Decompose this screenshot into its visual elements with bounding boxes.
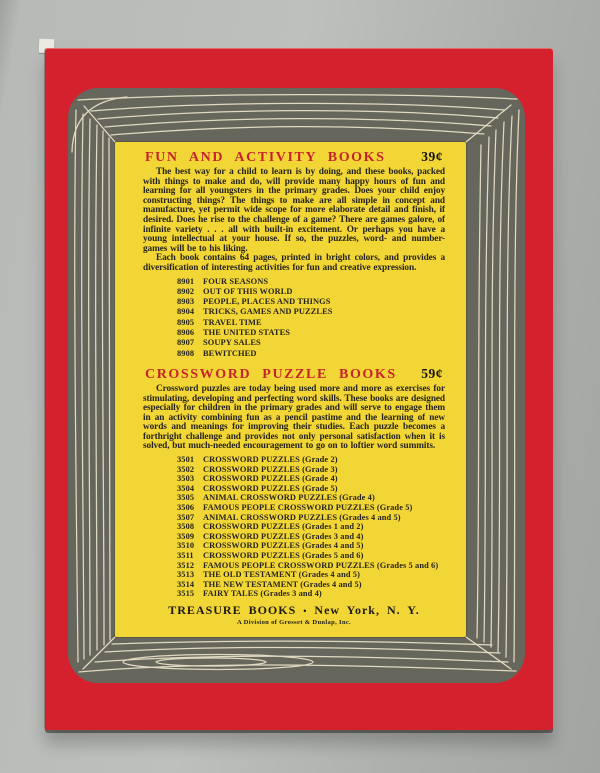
book-code: 8901 [177,276,195,286]
book-code: 3504 [177,483,195,493]
book-title: CROSSWORD PUZZLES (Grades 1 and 2) [203,522,364,532]
book-list-item [177,484,445,494]
book-list-item [177,318,445,328]
section-fun-activity-books [143,149,445,359]
book-title: FAIRY TALES (Grades 3 and 4) [203,589,322,599]
book-code: 3503 [177,474,195,484]
book-title: ANIMAL CROSSWORD PUZZLES (Grades 4 and 5) [203,512,401,522]
book-title: ANIMAL CROSSWORD PUZZLES (Grade 4) [203,493,375,503]
book-title: THE NEW TESTAMENT (Grades 4 and 5) [203,579,362,589]
book-code: 3508 [177,522,195,532]
book-list-item [177,580,445,590]
book-code: 8904 [177,307,195,317]
book-list-item [177,307,445,317]
book-code: 3512 [177,560,195,570]
book-title: CROSSWORD PUZZLES (Grade 4) [203,474,338,484]
paragraph: Crossword puzzles are today being used more and more as exercises for stimulating, developing and perfecting word skills. These books are designed especially for children in the primary grades and will serve to engage them in an activity combining fun as a pencil pastime and the learning of new words and meanings for improving their studies. Each puzzle becomes a forthright challenge and provides not only personal satisfaction when it is solved, but much-needed encouragement to go on to loftier word summits. [143,383,445,452]
book-list-item [177,474,445,484]
section-title: FUN AND ACTIVITY BOOKS [145,150,386,165]
book-title: THE OLD TESTAMENT (Grades 4 and 5) [203,570,360,580]
book-title: BEWITCHED [203,348,257,358]
book-code: 3507 [177,512,195,522]
book-title: THE UNITED STATES [203,328,291,338]
book-code: 8908 [177,348,195,358]
book-title: CROSSWORD PUZZLES (Grade 3) [203,464,338,474]
book-code: 8906 [177,328,195,338]
book-list-item [177,328,445,338]
book-title: CROSSWORD PUZZLES (Grades 3 and 4) [203,531,364,541]
book-code: 3514 [177,579,195,589]
section-paragraphs [143,168,445,274]
section-paragraphs [143,385,445,452]
book-code: 3506 [177,503,195,513]
price-label: 39¢ [421,149,443,164]
book-list-activity [177,277,445,359]
book-list-item [177,455,445,465]
book-list-item [177,349,445,359]
book-list-item [177,493,445,503]
book-title: FAMOUS PEOPLE CROSSWORD PUZZLES (Grades 5 and 6) [203,560,439,570]
publisher-name: TREASURE BOOKS [168,602,297,617]
section-heading-row [145,366,443,382]
book-list-item [177,297,445,307]
yellow-panel [115,142,466,637]
book-code: 3509 [177,531,195,541]
book-code: 3501 [177,455,195,465]
bullet-separator: • [303,605,308,616]
book-list-item [177,551,445,561]
book-list-item [177,465,445,475]
division-line: A Division of Grosset & Dunlap, Inc. [237,618,351,626]
book-title: SOUPY SALES [203,338,261,348]
book-list-item [177,541,445,551]
book-code: 8903 [177,297,195,307]
book-code: 8902 [177,286,195,296]
book-code: 3513 [177,570,195,580]
paragraph: The best way for a child to learn is by doing, and these books, packed with things to make and do, will provide many happy hours of fun and learning for all youngsters in the primary grades. Does your child enjoy constructing things? The things to make are all simple in concept and manufacture, yet permit wide scope for more elaborate detail and finish, if desired. Does he rise to the challenge of a game? There are games galore, of infinite variety . . . all with built-in excitement. Or perhaps you have a young intellectual at your house. If so, the puzzles, word- and number-games will be to his liking. [143,167,445,254]
book-list-item [177,589,445,599]
book-title: PEOPLE, PLACES AND THINGS [203,297,331,307]
book-title: OUT OF THIS WORLD [203,286,293,296]
section-heading-row [145,149,443,165]
book-list-item [177,513,445,523]
publisher-line [143,604,445,618]
book-code: 8905 [177,317,195,327]
book-list-item [177,532,445,542]
book-list-item [177,503,445,513]
book-code: 8907 [177,338,195,348]
publisher-footer [143,604,445,627]
price-label: 59¢ [421,365,443,381]
book-title: CROSSWORD PUZZLES (Grade 5) [203,483,338,493]
section-crossword-puzzle-books [143,366,445,599]
book-list-item [177,561,445,571]
book-title: CROSSWORD PUZZLES (Grade 2) [203,455,338,465]
publisher-city: New York, N. Y. [314,602,420,617]
book-title: TRAVEL TIME [203,317,262,327]
book-list-crossword [177,455,445,599]
book-code: 3515 [177,589,195,599]
section-title: CROSSWORD PUZZLE BOOKS [145,366,397,382]
book-code: 3511 [177,551,194,560]
book-list-item [177,277,445,287]
book-title: TRICKS, GAMES AND PUZZLES [203,307,333,317]
book-code: 3510 [177,541,195,551]
book-title: CROSSWORD PUZZLES (Grades 4 and 5) [203,541,364,551]
paragraph: Each book contains 64 pages, printed in bright colors, and provides a diversification of interesting activities for fun and creative expression. [143,253,445,273]
book-code: 3502 [177,464,195,474]
book-title: FAMOUS PEOPLE CROSSWORD PUZZLES (Grade 5) [203,503,413,513]
book-title: FOUR SEASONS [203,276,269,286]
book-list-item [177,287,445,297]
book-title: CROSSWORD PUZZLES (Grades 5 and 6) [203,551,364,560]
book-list-item [177,338,445,348]
book-code: 3505 [177,493,195,503]
book-back-cover [45,48,553,730]
book-list-item [177,570,445,580]
book-list-item [177,522,445,532]
